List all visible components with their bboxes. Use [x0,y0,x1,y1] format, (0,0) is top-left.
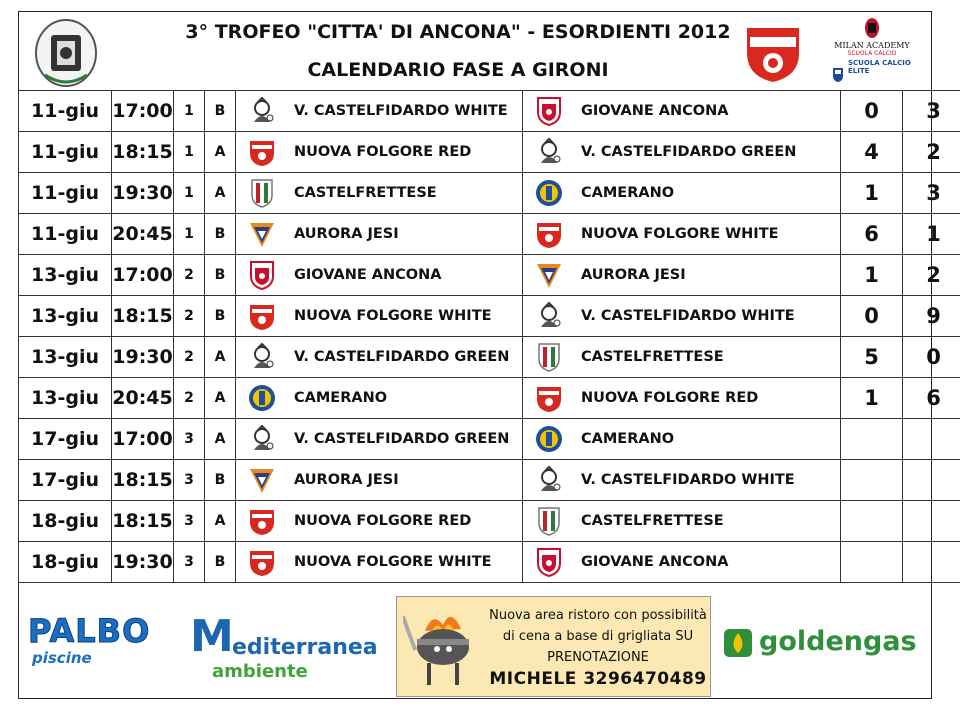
match-row [19,337,960,378]
away-team-cell [523,296,841,337]
aurora-jesi-logo-icon [535,260,563,290]
header [18,11,932,91]
away-goals [903,542,960,583]
away-team-cell [523,542,841,583]
away-team-cell [523,501,841,542]
away-team-name: V. CASTELFIDARDO WHITE [581,472,795,488]
match-time: 17:00 [112,419,174,460]
castelfrettese-logo-icon [248,178,276,208]
away-team-name: CAMERANO [581,431,675,447]
home-goals: 1 [841,378,903,419]
away-team-cell [523,214,841,255]
away-goals: 2 [903,255,960,296]
scuola-elite-text: SCUOLA CALCIO ÉLITE [848,59,911,75]
match-group: A [205,173,236,214]
giovane-ancona-logo-icon [535,96,563,126]
match-time: 18:15 [112,296,174,337]
grill-icon [403,603,483,691]
castelfidardo-logo-icon [248,342,276,372]
camerano-logo-icon [535,178,563,208]
nuova-folgore-logo-icon [248,301,276,331]
castelfrettese-logo-icon [535,506,563,536]
castelfidardo-logo-icon [535,137,563,167]
figc-shield-icon [832,67,844,83]
match-group: A [205,337,236,378]
match-date: 18-giu [19,542,112,583]
match-date: 13-giu [19,255,112,296]
away-goals: 9 [903,296,960,337]
match-group: A [205,419,236,460]
castelfidardo-logo-icon [248,96,276,126]
mediterranea-sub: ambiente [212,661,308,682]
home-team-name: CASTELFRETTESE [294,185,437,201]
match-round: 2 [174,378,205,419]
home-team-cell [236,337,523,378]
home-team-cell [236,460,523,501]
away-goals: 3 [903,91,960,132]
match-group: B [205,542,236,583]
match-time: 18:15 [112,501,174,542]
away-team-name: CASTELFRETTESE [581,513,724,529]
away-goals [903,460,960,501]
away-team-name: GIOVANE ANCONA [581,554,729,570]
match-time: 19:30 [112,337,174,378]
home-team-cell [236,255,523,296]
match-round: 2 [174,255,205,296]
goldengas-drop-icon [723,625,753,659]
match-row [19,378,960,419]
match-row [19,214,960,255]
match-round: 1 [174,132,205,173]
home-goals: 6 [841,214,903,255]
schedule-table [18,90,960,583]
promo-text: Nuova area ristoro con possibilità di cena a base di grigliata SU PRENOTAZIONE [489,608,707,665]
away-goals [903,501,960,542]
match-date: 11-giu [19,173,112,214]
nuova-folgore-logo-icon [248,547,276,577]
match-group: A [205,501,236,542]
away-team-cell [523,91,841,132]
match-round: 1 [174,173,205,214]
castelfidardo-logo-icon [248,424,276,454]
home-team-name: V. CASTELFIDARDO WHITE [294,103,508,119]
match-group: B [205,255,236,296]
match-group: A [205,378,236,419]
home-goals: 1 [841,255,903,296]
palbo-piscine-logo [28,613,176,677]
home-team-name: NUOVA FOLGORE RED [294,513,472,529]
castelfidardo-logo-icon [535,465,563,495]
home-goals: 0 [841,91,903,132]
nuova-folgore-logo-icon [248,137,276,167]
away-goals: 3 [903,173,960,214]
milan-scuola-text: SCUOLA CALCIO [847,50,897,57]
match-group: B [205,460,236,501]
match-row [19,173,960,214]
home-team-name: NUOVA FOLGORE WHITE [294,554,492,570]
page-title: 3° TROFEO "CITTA' DI ANCONA" - ESORDIENTI 2012 [185,21,731,43]
castelfrettese-logo-icon [535,342,563,372]
match-time: 17:00 [112,255,174,296]
match-date: 11-giu [19,132,112,173]
match-date: 18-giu [19,501,112,542]
away-team-name: NUOVA FOLGORE WHITE [581,226,779,242]
match-round: 3 [174,542,205,583]
match-round: 2 [174,337,205,378]
match-row [19,91,960,132]
home-team-cell [236,542,523,583]
mediterranea-letter: M [190,611,234,662]
home-team-name: V. CASTELFIDARDO GREEN [294,349,510,365]
away-team-cell [523,173,841,214]
away-team-name: GIOVANE ANCONA [581,103,729,119]
match-group: B [205,91,236,132]
home-team-cell [236,378,523,419]
away-team-cell [523,255,841,296]
match-date: 17-giu [19,419,112,460]
home-team-name: AURORA JESI [294,472,399,488]
aurora-jesi-logo-icon [248,219,276,249]
home-team-name: NUOVA FOLGORE WHITE [294,308,492,324]
away-team-cell [523,132,841,173]
match-date: 13-giu [19,296,112,337]
away-goals: 0 [903,337,960,378]
home-team-cell [236,173,523,214]
goldengas-logo [723,623,923,663]
home-goals [841,419,903,460]
nuova-folgore-logo-icon [742,19,804,85]
home-team-name: GIOVANE ANCONA [294,267,442,283]
away-team-name: CASTELFRETTESE [581,349,724,365]
match-time: 19:30 [112,542,174,583]
match-row [19,132,960,173]
home-team-name: NUOVA FOLGORE RED [294,144,472,160]
page-subtitle: CALENDARIO FASE A GIRONI [307,59,609,81]
match-round: 1 [174,91,205,132]
match-time: 20:45 [112,214,174,255]
match-time: 20:45 [112,378,174,419]
away-goals: 2 [903,132,960,173]
match-round: 2 [174,296,205,337]
milan-academy-text: MILAN ACADEMY [834,41,910,50]
nuova-folgore-logo-icon [248,506,276,536]
away-team-cell [523,460,841,501]
palbo-sub: piscine [32,649,92,667]
away-team-name: V. CASTELFIDARDO WHITE [581,308,795,324]
match-row [19,501,960,542]
away-team-cell [523,337,841,378]
match-date: 11-giu [19,214,112,255]
away-team-name: V. CASTELFIDARDO GREEN [581,144,797,160]
home-goals: 5 [841,337,903,378]
giovane-ancona-logo-icon [248,260,276,290]
home-team-cell [236,419,523,460]
home-goals [841,542,903,583]
promo-contact: MICHELE 3296470489 [489,669,707,689]
aurora-jesi-logo-icon [248,465,276,495]
match-round: 3 [174,419,205,460]
camerano-logo-icon [248,383,276,413]
milan-academy-logo [826,15,918,89]
match-row [19,460,960,501]
match-time: 18:15 [112,460,174,501]
home-team-name: AURORA JESI [294,226,399,242]
match-group: B [205,296,236,337]
home-team-name: V. CASTELFIDARDO GREEN [294,431,510,447]
match-date: 17-giu [19,460,112,501]
home-team-cell [236,132,523,173]
home-team-name: CAMERANO [294,390,388,406]
camerano-logo-icon [535,424,563,454]
goldengas-name: goldengas [759,626,917,657]
match-round: 1 [174,214,205,255]
match-date: 13-giu [19,337,112,378]
milan-crest-icon [864,17,880,39]
nuova-folgore-logo-icon [535,383,563,413]
mediterranea-name: editerranea [232,635,378,660]
away-goals: 6 [903,378,960,419]
away-team-cell [523,378,841,419]
away-goals [903,419,960,460]
nuova-folgore-logo-icon [535,219,563,249]
match-row [19,255,960,296]
match-time: 17:00 [112,91,174,132]
match-row [19,542,960,583]
match-row [19,296,960,337]
match-time: 18:15 [112,132,174,173]
mediterranea-ambiente-logo [190,611,390,683]
away-team-name: AURORA JESI [581,267,686,283]
home-goals: 0 [841,296,903,337]
away-team-name: CAMERANO [581,185,675,201]
match-date: 11-giu [19,91,112,132]
home-goals: 4 [841,132,903,173]
away-team-name: NUOVA FOLGORE RED [581,390,759,406]
away-goals: 1 [903,214,960,255]
match-round: 3 [174,460,205,501]
home-team-cell [236,296,523,337]
palbo-name: PALBO [28,612,151,650]
match-round: 3 [174,501,205,542]
castelfidardo-logo-icon [535,301,563,331]
home-goals [841,460,903,501]
home-goals: 1 [841,173,903,214]
match-group: A [205,132,236,173]
match-group: B [205,214,236,255]
home-team-cell [236,214,523,255]
food-area-promo [396,596,711,697]
home-team-cell [236,91,523,132]
match-row [19,419,960,460]
match-time: 19:30 [112,173,174,214]
home-goals [841,501,903,542]
giovane-ancona-logo-icon [535,547,563,577]
sponsor-footer [18,593,932,699]
match-date: 13-giu [19,378,112,419]
home-team-cell [236,501,523,542]
away-team-cell [523,419,841,460]
